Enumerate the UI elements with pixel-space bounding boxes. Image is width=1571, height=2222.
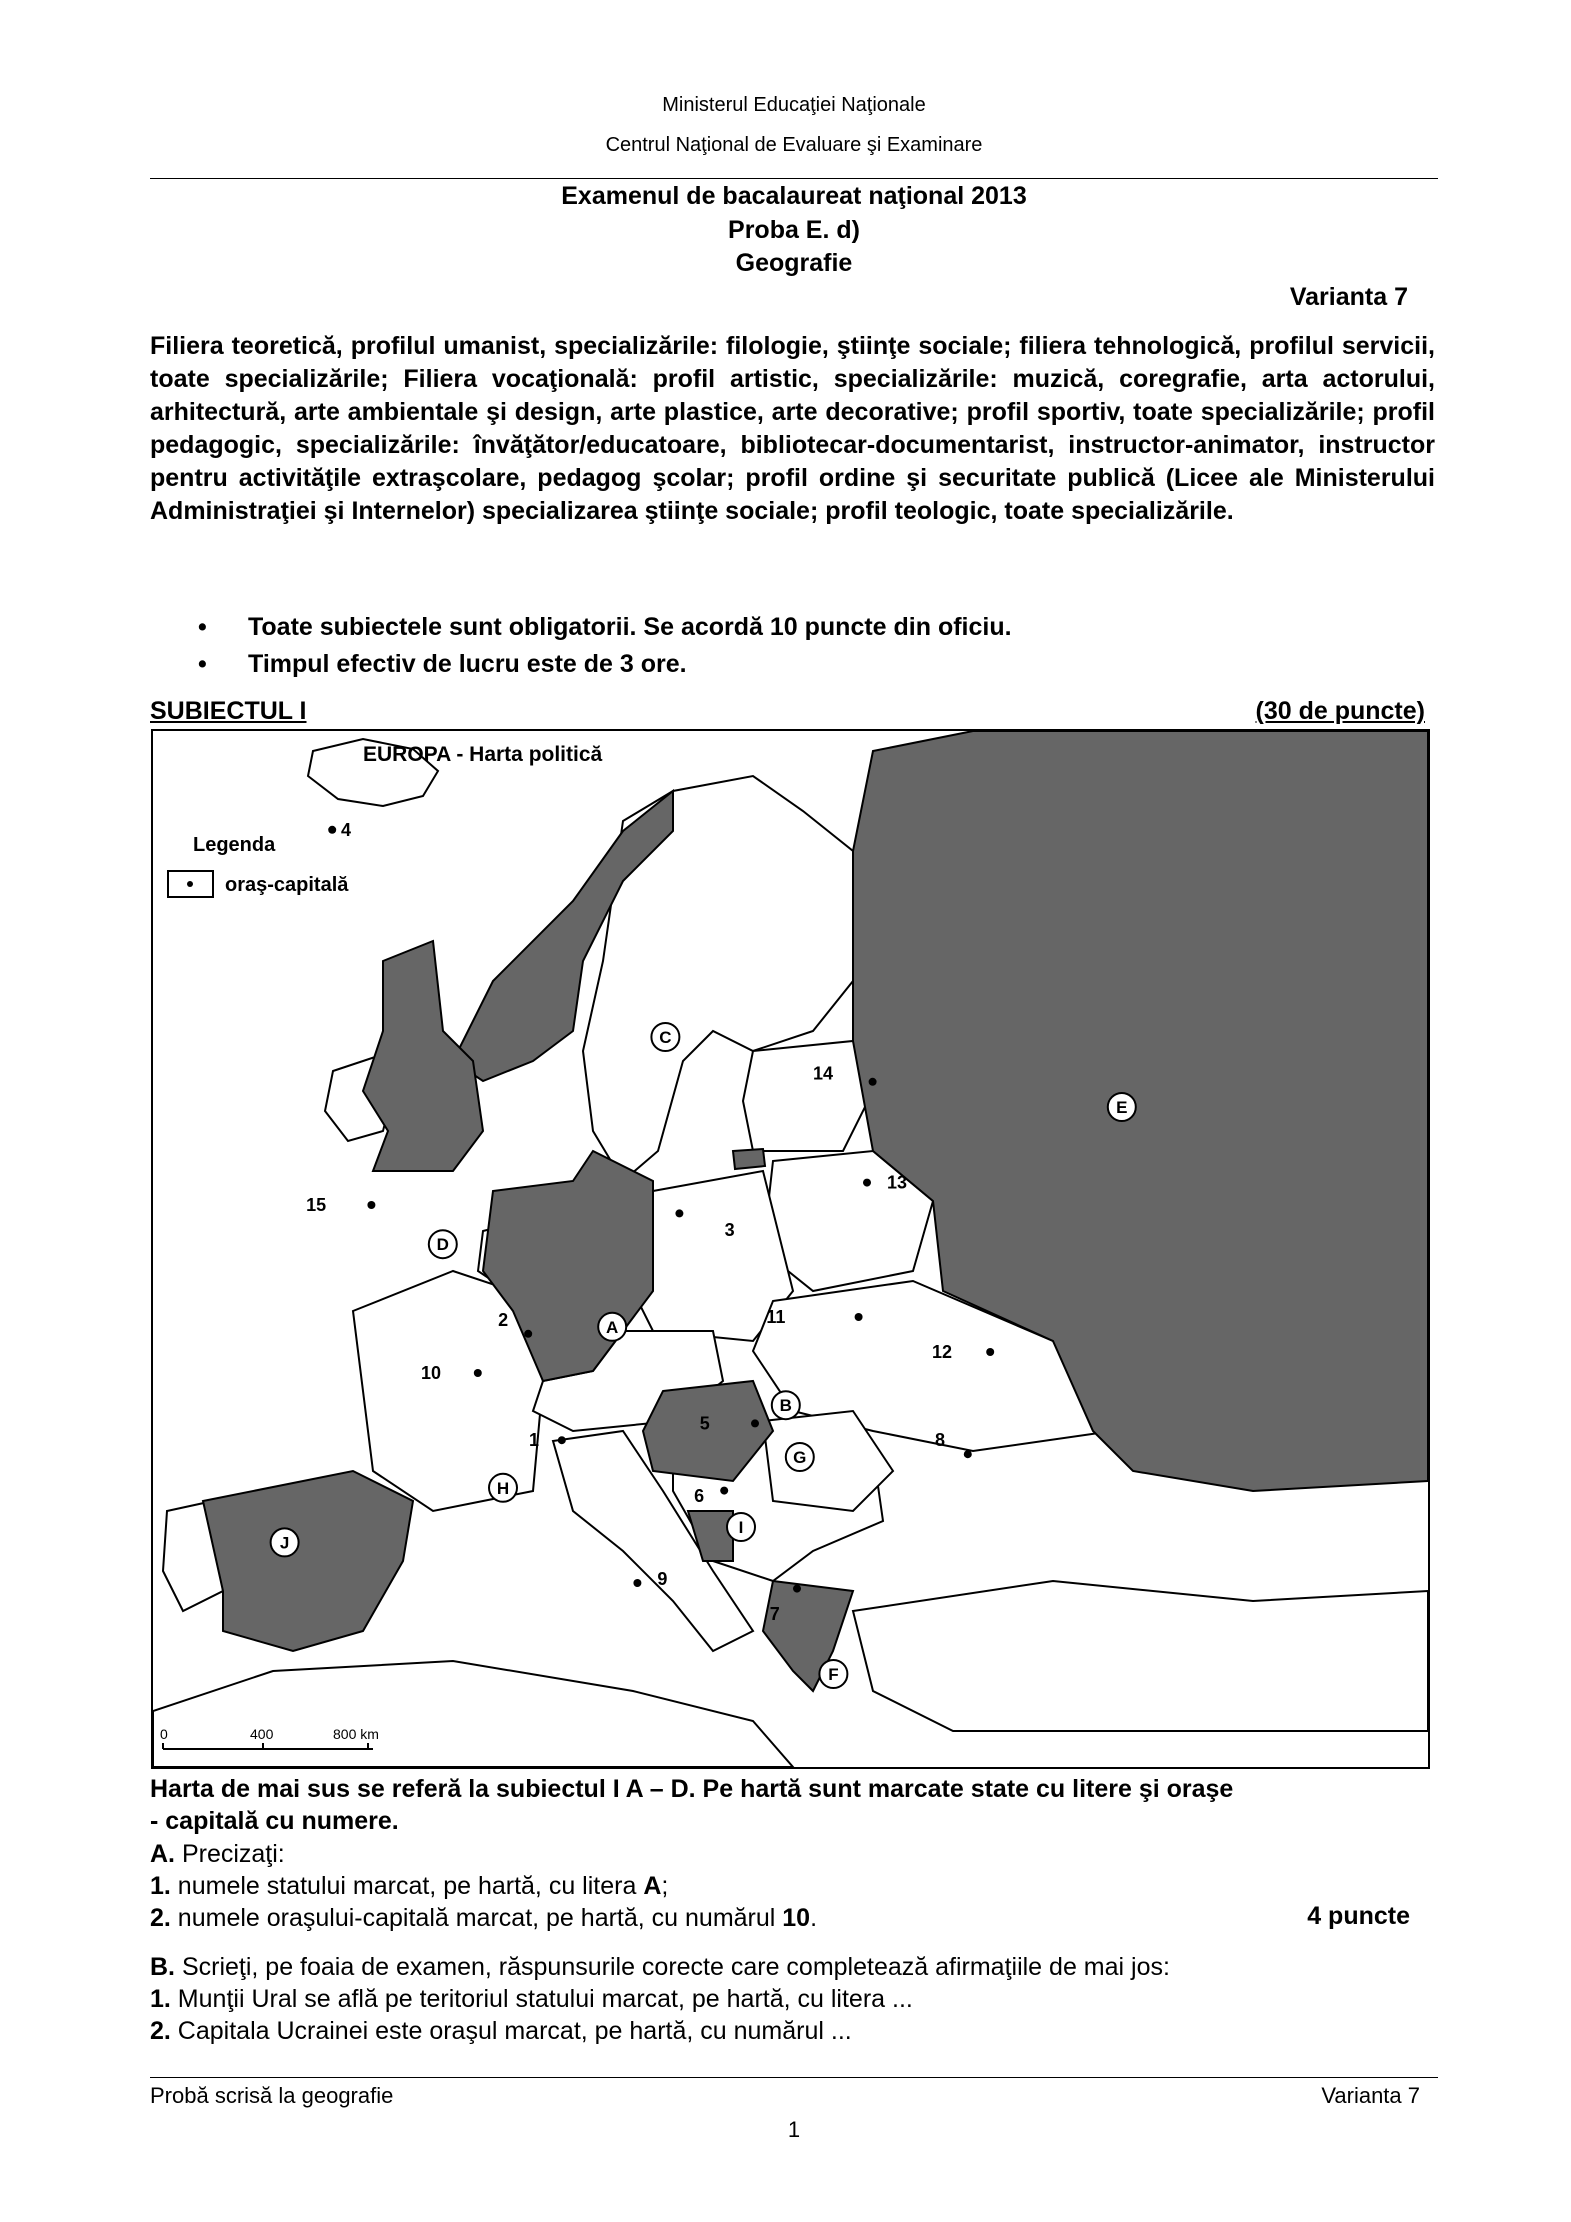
map-letter-label: F [828, 1665, 839, 1684]
capital-dot-icon [751, 1419, 759, 1427]
map-legend-title: Legenda [193, 834, 276, 856]
question-a-label: A. [150, 1840, 175, 1868]
map-question-intro: Harta de mai sus se referă la subiectul I A – D. Pe hartă sunt marcate state cu litere şi oraşe [150, 1775, 1234, 1803]
question-a-text: Precizaţi: [175, 1840, 285, 1868]
footer-rule [150, 2077, 1438, 2078]
capital-dot-icon [869, 1078, 877, 1086]
question-a1-letter: A [643, 1872, 662, 1900]
subject-label: SUBIECTUL I [150, 697, 307, 725]
intro-paragraph: Filiera teoretică, profilul umanist, specializările: filologie, ştiinţe sociale; filiera tehnologică, profilul servicii, toate specializările; Filiera vocaţională: profil artistic, specializările: muzică, coregrafie, arta actorului, arhitectură, arte ambientale şi design, arte plastice, arte decorative; profil sportiv, toate specializările; profil pedagogic, specializările: învăţător/educatoare, bibliotecar-documentarist, instructor-animator, instructor pentru activităţile extraşcolare, pedagog şcolar; profil ordine şi securitate publică (Licee ale Ministerului Administraţiei şi Internelor) specializarea ştiinţe sociale; profil teologic, toate specializările. [150, 332, 1435, 525]
map-title: EUROPA - Harta politică [363, 743, 603, 766]
footer-right: Varianta 7 [1321, 2083, 1420, 2108]
question-a1-number: 1. [150, 1872, 171, 1900]
map-capital-4 [328, 820, 351, 840]
map-letter-i [727, 1513, 755, 1541]
capital-number-label: 12 [931, 1342, 952, 1362]
capital-number-label: 2 [498, 1309, 509, 1330]
map-svg [153, 731, 1428, 1767]
subject-header [150, 697, 1425, 726]
capital-dot-icon [524, 1330, 532, 1338]
map-letter-a [598, 1313, 626, 1341]
map-letter-label: G [793, 1448, 807, 1467]
page-footer [150, 2083, 1438, 2109]
map-letter-d [429, 1230, 457, 1258]
question-a1 [150, 1870, 1438, 1902]
capital-number-label: 6 [694, 1486, 705, 1507]
instructions-list [198, 609, 1012, 683]
map-letter-label: J [279, 1533, 290, 1553]
capital-dot-icon [964, 1450, 972, 1458]
question-b-label: B. [150, 1953, 175, 1981]
capital-dot-icon [863, 1179, 871, 1187]
capital-dot-icon [986, 1348, 994, 1356]
capital-number-label: 4 [341, 819, 352, 840]
capital-number-label: 8 [934, 1430, 945, 1451]
exam-title: Examenul de bacalaureat naţional 2013 [561, 182, 1027, 210]
map-letter-label: E [1116, 1098, 1128, 1117]
map-letter-h [489, 1474, 517, 1502]
question-b2-number: 2. [150, 2017, 171, 2045]
question-a1-text: numele statului marcat, pe hartă, cu litera [170, 1872, 644, 1900]
capital-number-label: 5 [699, 1413, 710, 1434]
header-rule [150, 178, 1438, 179]
map-letter-label: H [496, 1478, 510, 1498]
capital-dot-icon [367, 1201, 375, 1209]
capital-number-label: 13 [887, 1172, 908, 1193]
capital-dot-icon [675, 1209, 683, 1217]
map-letter-label: B [779, 1396, 792, 1416]
instruction-item: • Timpul efectiv de lucru este de 3 ore. [198, 646, 1012, 683]
map-legend-item: oraş-capitală [225, 874, 349, 896]
question-b1-text: Munţii Ural se află pe teritoriul statului marcat, pe hartă, cu litera ... [170, 1985, 913, 2013]
capital-number-label: 11 [766, 1307, 786, 1327]
question-b1-number: 1. [150, 1985, 171, 2013]
map-letter-j [271, 1528, 299, 1556]
capital-dot-icon [633, 1579, 641, 1587]
question-b2-text: Capitala Ucrainei este oraşul marcat, pe hartă, cu numărul ... [170, 2017, 852, 2045]
map-letter-label: I [738, 1518, 744, 1537]
capital-dot-icon [474, 1369, 482, 1377]
question-a2-end: . [810, 1904, 818, 1932]
capital-dot-icon [720, 1487, 728, 1495]
map-letter-label: D [436, 1235, 449, 1255]
question-b1 [150, 1983, 1438, 2015]
map-letter-g [786, 1443, 814, 1471]
footer-left: Probă scrisă la geografie [150, 2083, 394, 2108]
question-a2-text: numele oraşului-capitală marcat, pe hartă, cu numărul [170, 1904, 783, 1932]
instruction-item: • Toate subiectele sunt obligatorii. Se acordă 10 puncte din oficiu. [198, 609, 1012, 646]
scale-label: 0 [160, 1726, 168, 1742]
map-letter-e [1108, 1093, 1136, 1121]
question-a1-end: ; [661, 1872, 669, 1900]
question-b-header [150, 1951, 1438, 1983]
map-letter-label: C [659, 1028, 672, 1047]
capital-number-label: 9 [657, 1568, 668, 1589]
europe-map [151, 729, 1430, 1769]
capital-dot-icon [328, 826, 336, 834]
page-number: 1 [787, 2117, 801, 2142]
question-b-text: Scrieţi, pe foaia de examen, răspunsurile corecte care completează afirmaţiile de mai jos: [175, 1953, 1170, 1981]
exam-subject: Geografie [735, 249, 853, 277]
map-capital-15 [306, 1195, 375, 1215]
capital-dot-icon [855, 1313, 863, 1321]
question-a-header [150, 1838, 1438, 1870]
capital-number-label: 7 [769, 1603, 780, 1624]
map-letter-b [772, 1391, 800, 1419]
exam-variant: Varianta 7 [1289, 283, 1408, 311]
question-a2-value: 10 [782, 1904, 811, 1932]
legend-dot-icon [187, 881, 193, 887]
map-letter-label: A [606, 1317, 619, 1337]
map-letter-f [819, 1660, 847, 1688]
capital-dot-icon [558, 1436, 566, 1444]
question-a-points: 4 puncte [1307, 1902, 1410, 1930]
exam-probe: Proba E. d) [728, 216, 860, 244]
capital-number-label: 1 [528, 1430, 539, 1451]
ministry-name: Ministerul Educaţiei Naţionale [662, 94, 926, 116]
map-question-intro-2: - capitală cu numere. [150, 1807, 399, 1835]
capital-number-label: 3 [724, 1220, 735, 1241]
scale-label: 400 [250, 1726, 274, 1742]
question-a2 [150, 1902, 1438, 1934]
capital-number-label: 15 [306, 1195, 327, 1215]
capital-dot-icon [793, 1585, 801, 1593]
question-a2-number: 2. [150, 1904, 171, 1932]
exam-page [150, 0, 1438, 2222]
scale-label: 800 km [333, 1726, 379, 1742]
map-letter-c [651, 1023, 679, 1051]
capital-number-label: 10 [420, 1363, 441, 1383]
capital-number-label: 14 [812, 1063, 833, 1084]
subject-points: (30 de puncte) [1255, 697, 1425, 725]
center-name: Centrul Naţional de Evaluare şi Examinare [605, 134, 983, 156]
question-b2 [150, 2015, 1438, 2047]
